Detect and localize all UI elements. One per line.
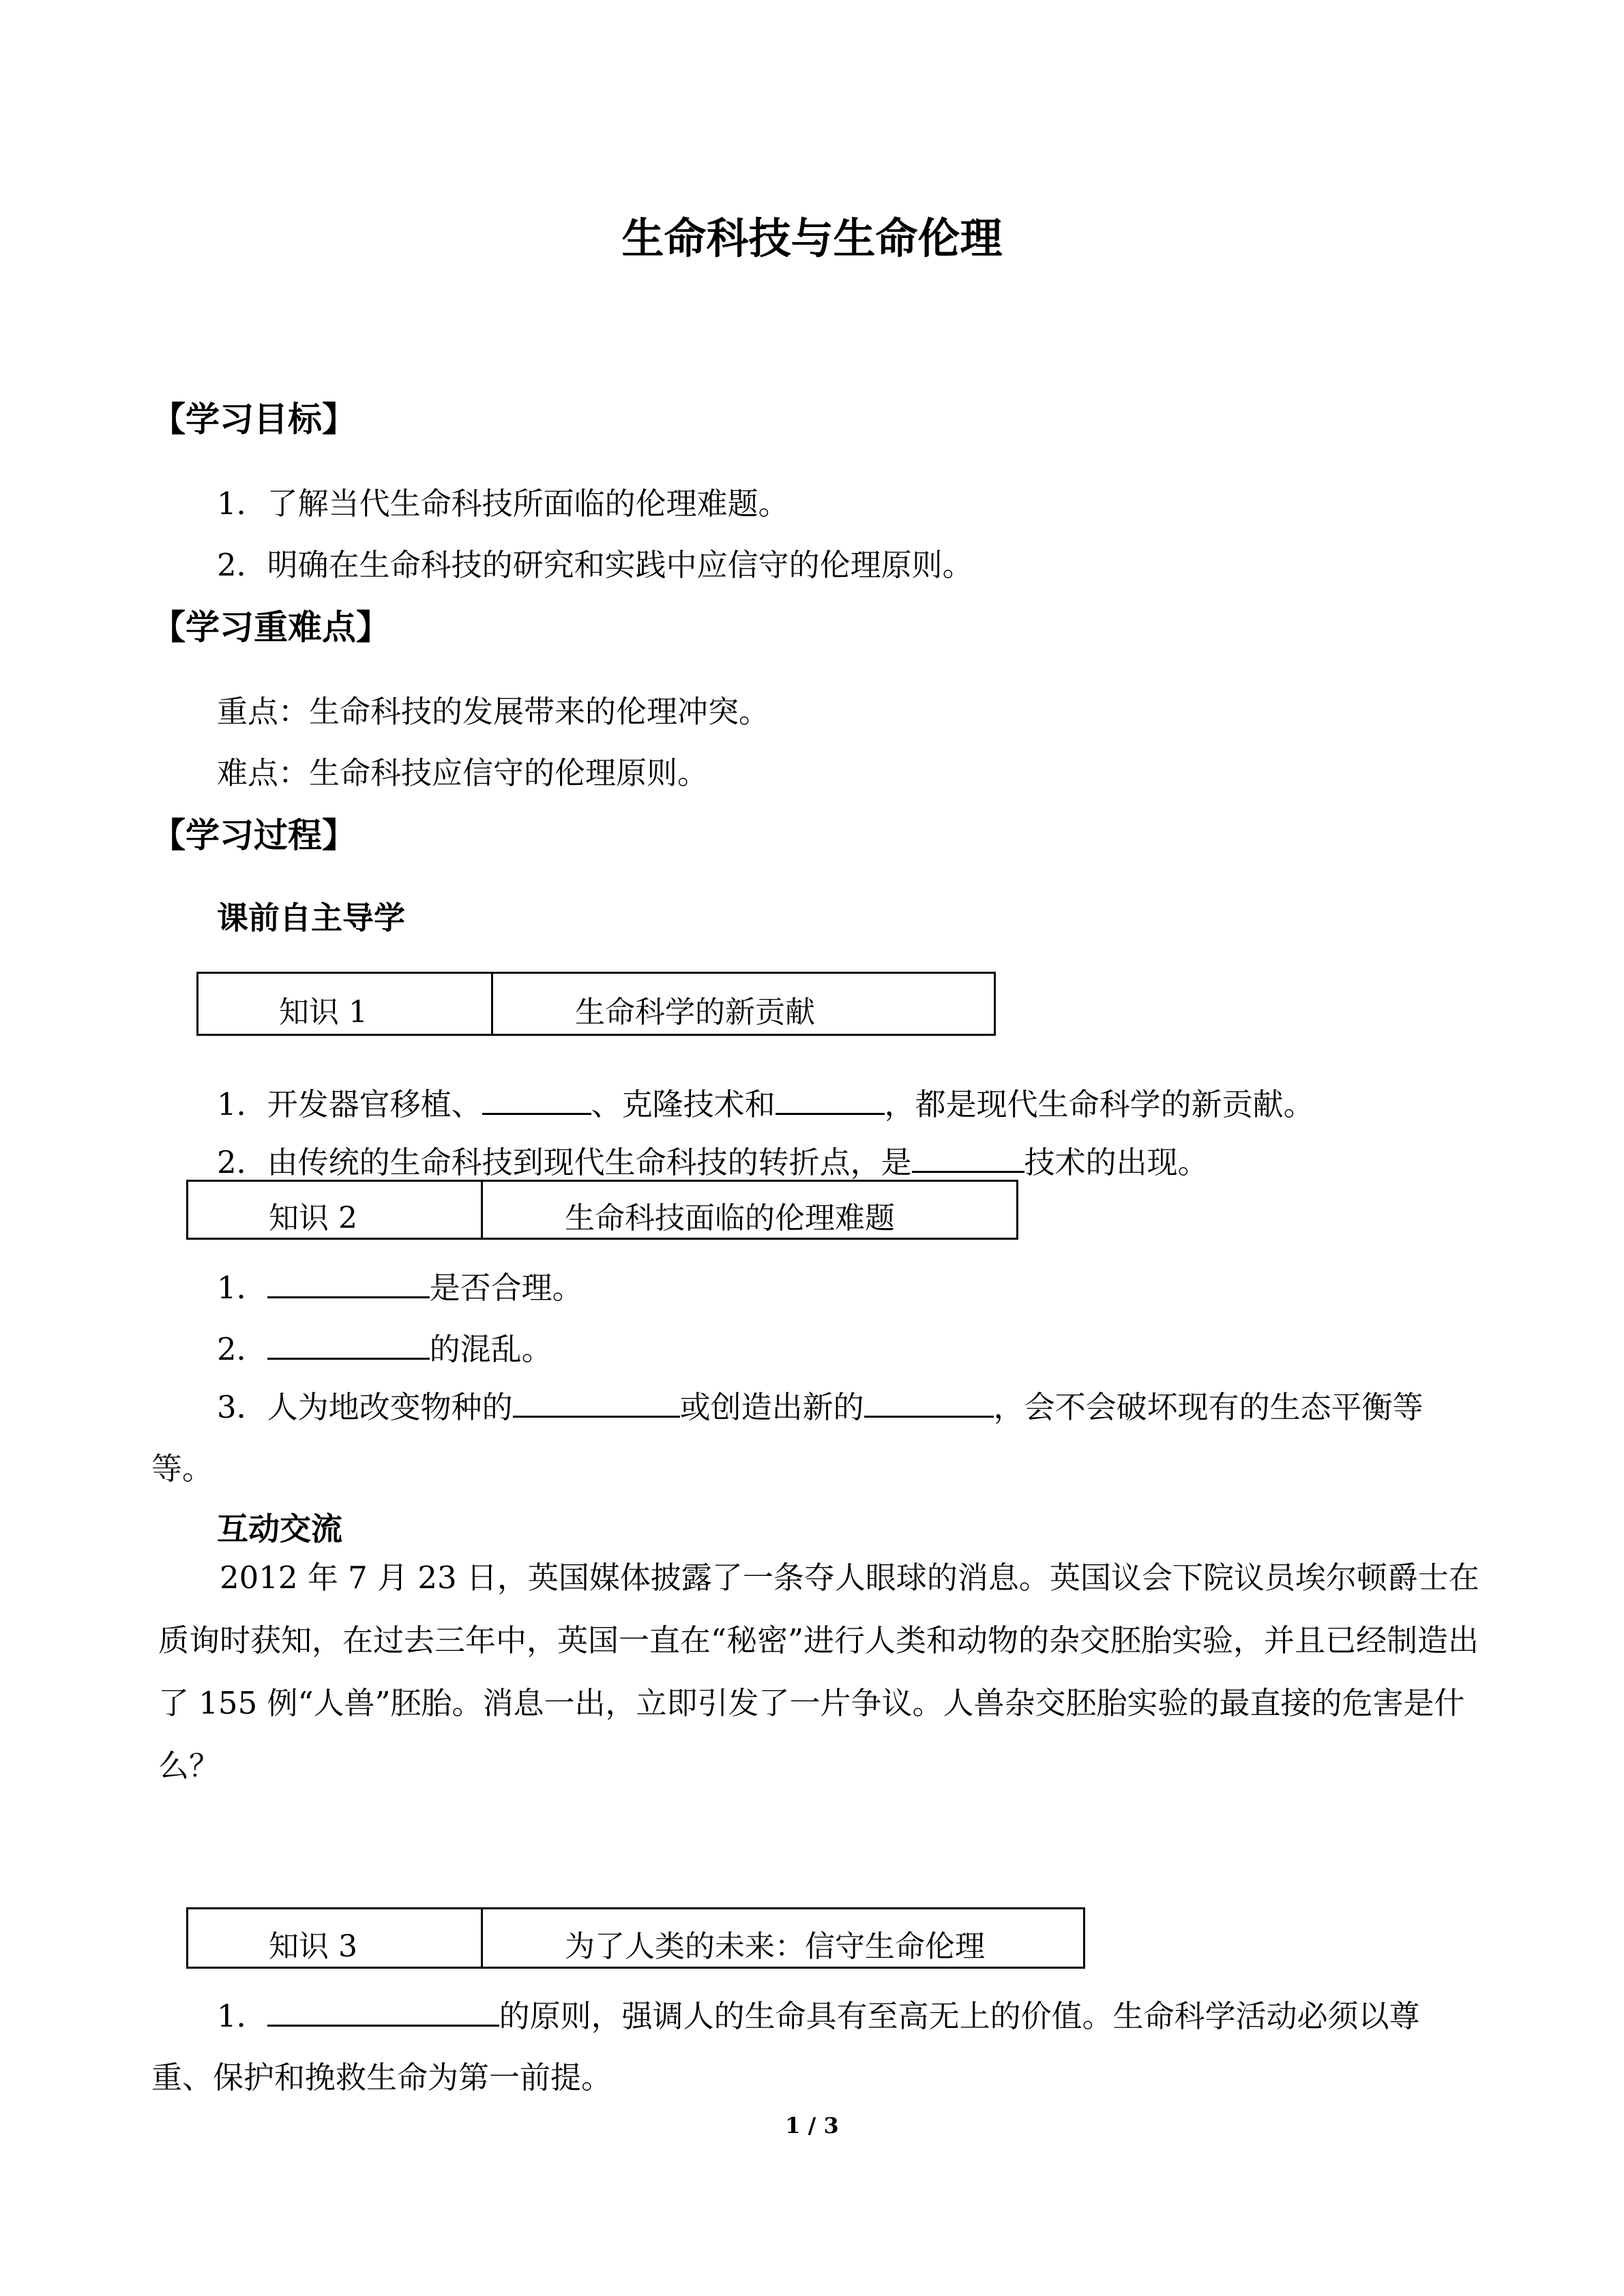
- objective-item: 2．明确在生命科技的研究和实践中应信守的伦理原则。: [217, 547, 973, 583]
- answer-blank[interactable]: [776, 1086, 885, 1115]
- answer-blank[interactable]: [267, 1330, 430, 1360]
- knowledge-3-box: [186, 1907, 1085, 1969]
- knowledge-3-label: 知识 3: [269, 1929, 357, 1964]
- knowledge-2-label: 知识 2: [269, 1201, 357, 1236]
- knowledge-1-topic: 生命科学的新贡献: [575, 995, 815, 1030]
- key-point-item: 重点：生命科技的发展带来的伦理冲突。: [217, 694, 770, 730]
- knowledge-3-topic: 为了人类的未来：信守生命伦理: [565, 1929, 985, 1964]
- knowledge-2-question-3: 3．人为地改变物种的 或创造出新的 ，会不会破坏现有的生态平衡等: [217, 1389, 1423, 1425]
- interaction-heading: 互动交流: [217, 1510, 342, 1547]
- answer-blank[interactable]: [482, 1086, 591, 1115]
- interaction-paragraph: 2012 年 7 月 23 日，英国媒体披露了一条夺人眼球的消息。英国议会下院议员埃尔顿爵士在质询时获知，在过去三年中，英国一直在“秘密”进行人类和动物的杂交胚胎实验，并且已经制造出了 155 例“人兽”胚胎。消息一出，立即引发了一片争议。人兽杂交胚胎实验的最直接的危害是什么？: [158, 1560, 1479, 1784]
- answer-blank[interactable]: [864, 1388, 994, 1418]
- preview-heading: 课前自主导学: [217, 899, 405, 936]
- knowledge-2-box: [186, 1180, 1018, 1240]
- answer-blank[interactable]: [267, 1269, 430, 1298]
- process-heading: 【学习过程】: [151, 816, 356, 855]
- knowledge-2-question-2: 2． 的混乱。: [217, 1331, 552, 1367]
- knowledge-1-question-2: 2．由传统的生命科技到现代生命科技的转折点，是 技术的出现。: [217, 1144, 1209, 1180]
- page-title: 生命科技与生命伦理: [621, 213, 1003, 263]
- objective-item: 1．了解当代生命科技所面临的伦理难题。: [217, 486, 789, 522]
- difficulty-item: 难点：生命科技应信守的伦理原则。: [217, 755, 709, 791]
- knowledge-3-question-1: 1． 的原则，强调人的生命具有至高无上的价值。生命科学活动必须以尊: [217, 1998, 1420, 2034]
- knowledge-2-topic: 生命科技面临的伦理难题: [565, 1201, 895, 1236]
- key-points-heading: 【学习重难点】: [151, 608, 390, 647]
- knowledge-2-question-3-continued: 等。: [151, 1450, 213, 1487]
- objectives-heading: 【学习目标】: [151, 400, 356, 439]
- knowledge-2-question-1: 1． 是否合理。: [217, 1270, 583, 1306]
- knowledge-1-box: [196, 972, 996, 1036]
- knowledge-3-question-1-continued: 重、保护和挽救生命为第一前提。: [151, 2059, 612, 2096]
- knowledge-1-question-1: 1．开发器官移植、 、克隆技术和 ，都是现代生命科学的新贡献。: [217, 1086, 1314, 1122]
- page-number: 1 / 3: [785, 2113, 839, 2138]
- answer-blank[interactable]: [912, 1144, 1024, 1173]
- answer-blank[interactable]: [513, 1388, 680, 1418]
- knowledge-1-label: 知识 1: [279, 995, 368, 1030]
- answer-blank[interactable]: [267, 1997, 499, 2027]
